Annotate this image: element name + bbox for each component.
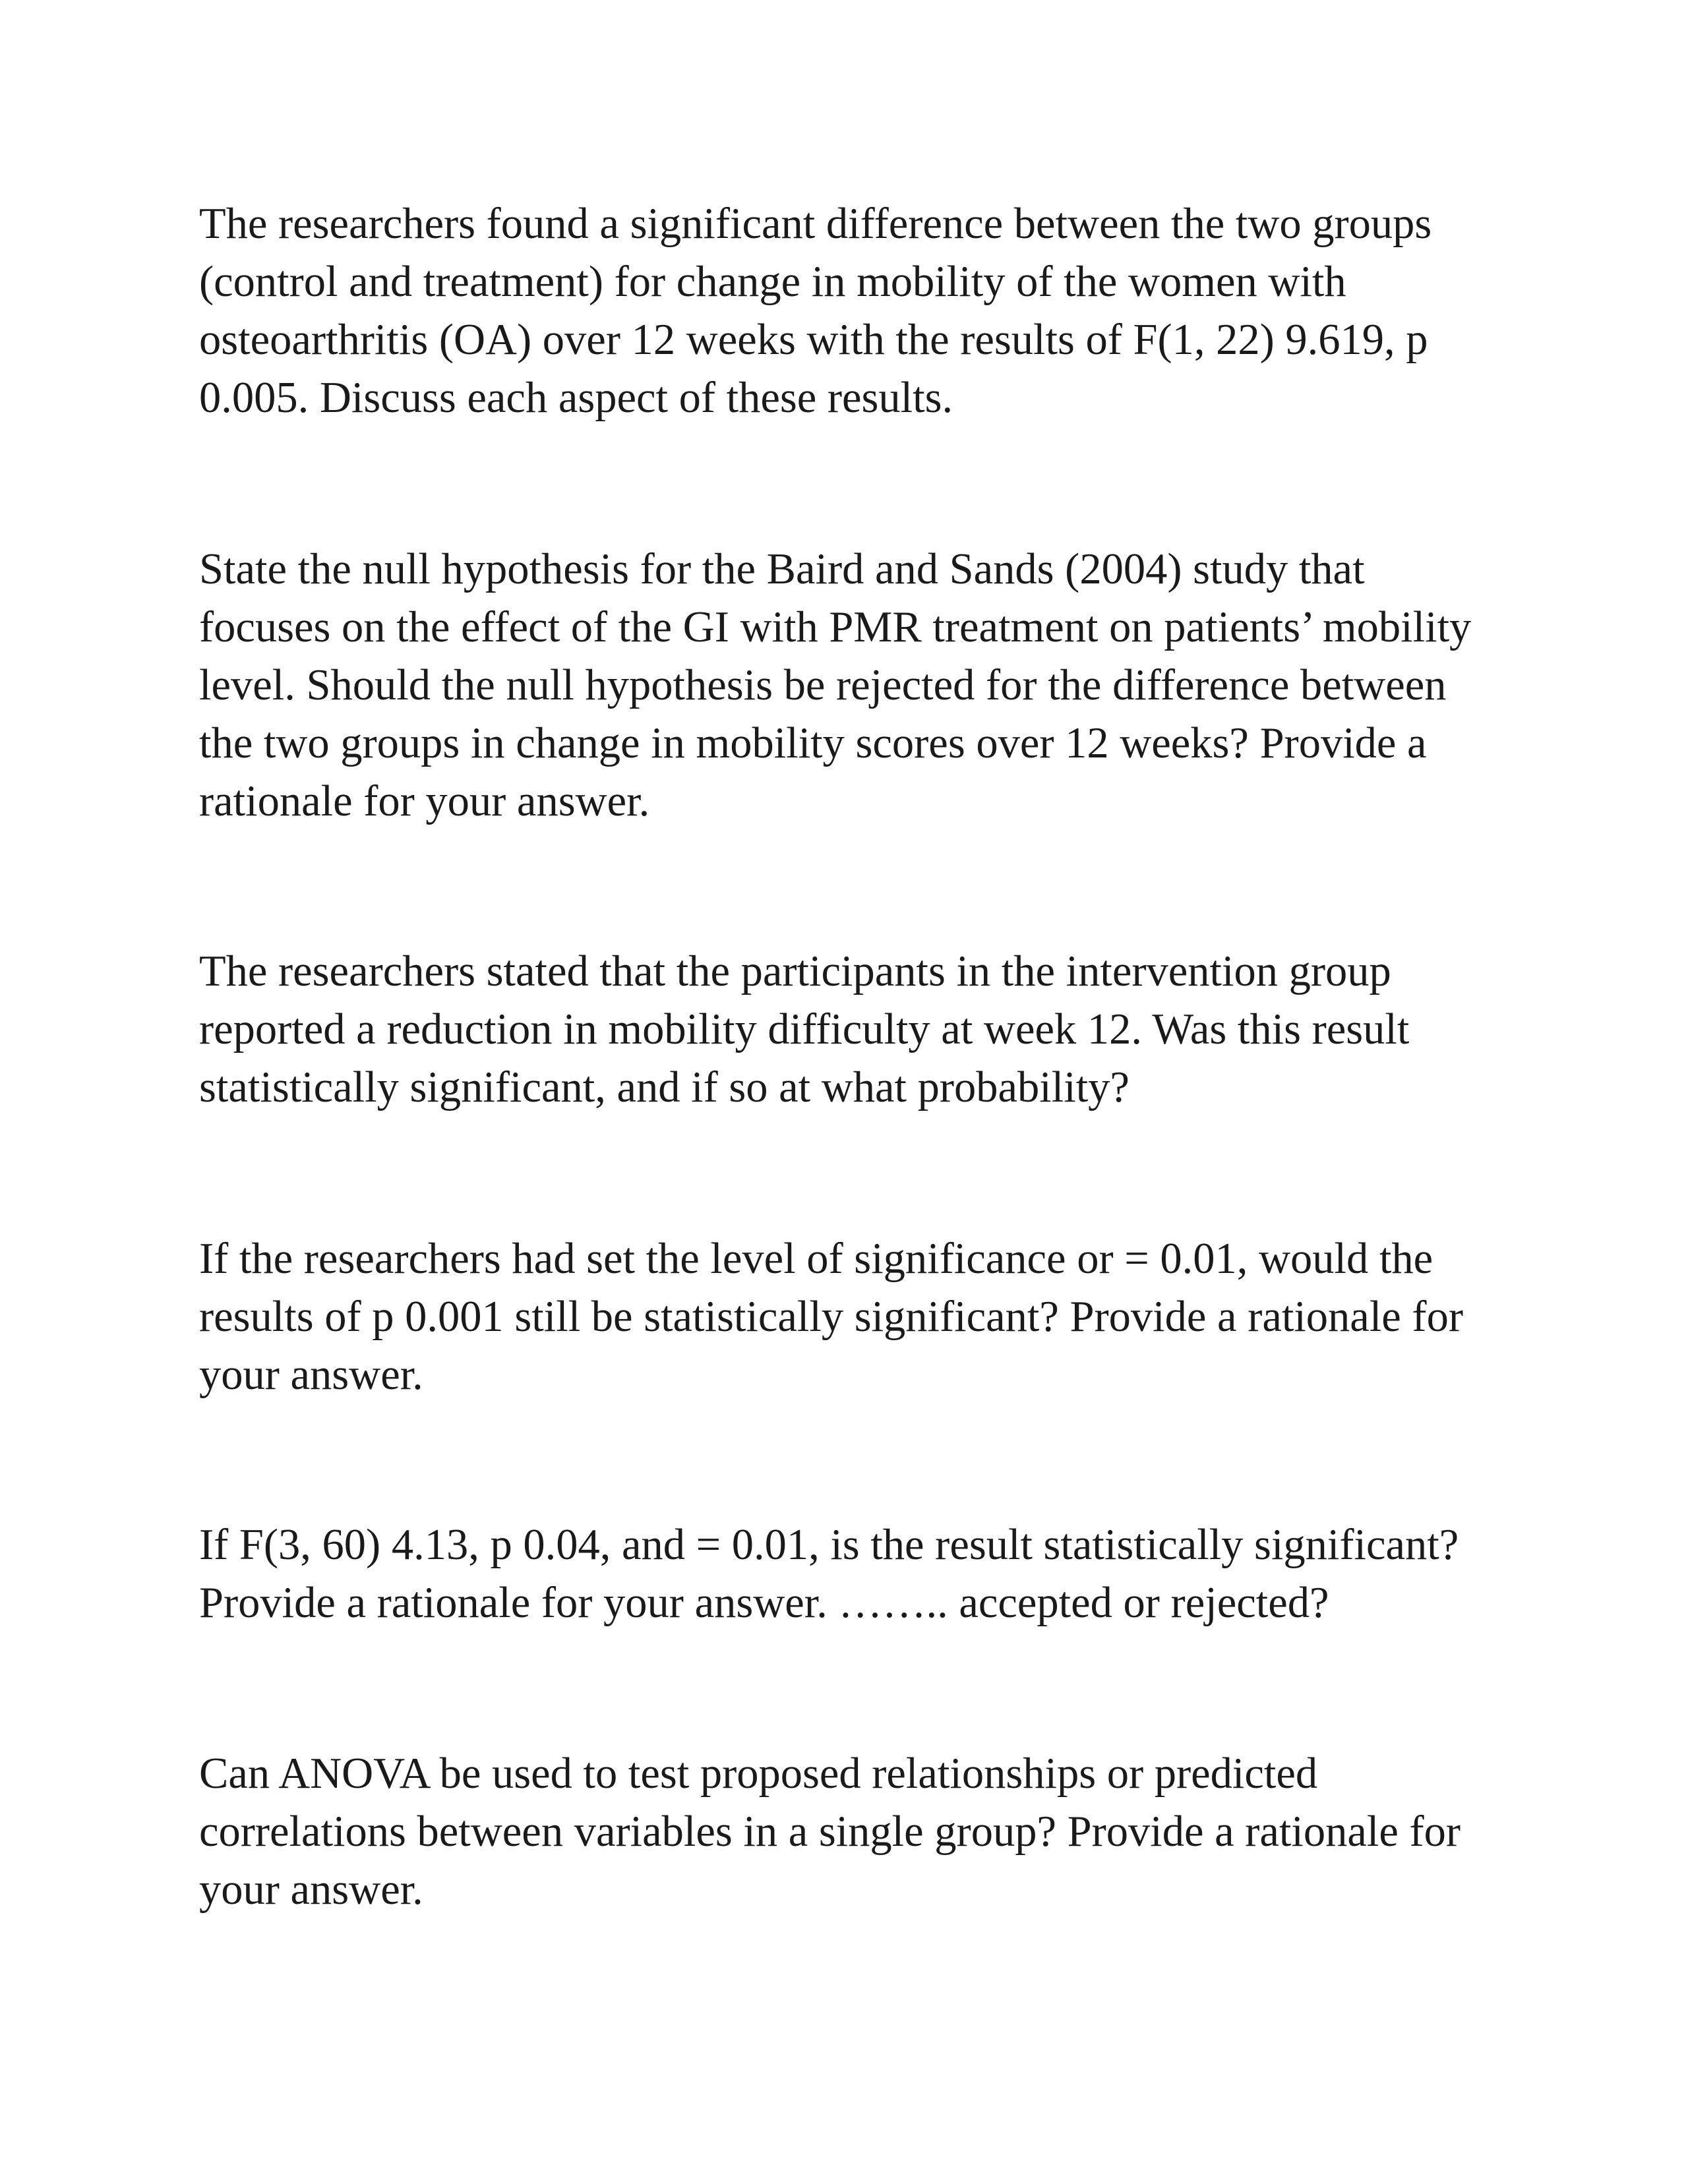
question-2-line-3: level. Should the null hypothesis be rejected for the difference between	[199, 661, 1447, 709]
question-1-line-1: The researchers found a significant difference between the two groups	[199, 200, 1432, 248]
question-2-line-4: the two groups in change in mobility scores over 12 weeks? Provide a	[199, 719, 1427, 767]
question-1-paragraph	[199, 195, 1518, 427]
question-4-paragraph	[199, 1230, 1518, 1404]
question-5-line-1: If F(3, 60) 4.13, p 0.04, and = 0.01, is the result statistically significant?	[199, 1521, 1459, 1569]
question-3-line-2: reported a reduction in mobility difficulty at week 12. Was this result	[199, 1005, 1410, 1053]
question-4-line-1: If the researchers had set the level of significance or = 0.01, would the	[199, 1235, 1433, 1283]
question-4-line-3: your answer.	[199, 1351, 423, 1399]
question-6-paragraph	[199, 1745, 1518, 1919]
question-3-line-1: The researchers stated that the participants in the intervention group	[199, 947, 1391, 995]
question-2-paragraph	[199, 541, 1518, 831]
question-1-line-4: 0.005. Discuss each aspect of these results.	[199, 374, 953, 422]
question-5-line-2: Provide a rationale for your answer. …….. accepted or rejected?	[199, 1579, 1329, 1627]
question-2-line-1: State the null hypothesis for the Baird and Sands (2004) study that	[199, 545, 1365, 593]
question-2-line-5: rationale for your answer.	[199, 777, 650, 825]
question-6-line-3: your answer.	[199, 1866, 423, 1914]
question-3-paragraph	[199, 943, 1518, 1117]
question-1-line-2: (control and treatment) for change in mobility of the women with	[199, 258, 1346, 306]
question-6-line-1: Can ANOVA be used to test proposed relationships or predicted	[199, 1750, 1318, 1798]
question-3-line-3: statistically significant, and if so at what probability?	[199, 1063, 1130, 1111]
question-5-paragraph	[199, 1516, 1518, 1632]
question-1-line-3: osteoarthritis (OA) over 12 weeks with the results of F(1, 22) 9.619, p	[199, 316, 1428, 364]
question-2-line-2: focuses on the effect of the GI with PMR treatment on patients’ mobility	[199, 603, 1472, 651]
question-4-line-2: results of p 0.001 still be statistically significant? Provide a rationale for	[199, 1293, 1463, 1341]
question-6-line-2: correlations between variables in a single group? Provide a rationale for	[199, 1808, 1461, 1856]
